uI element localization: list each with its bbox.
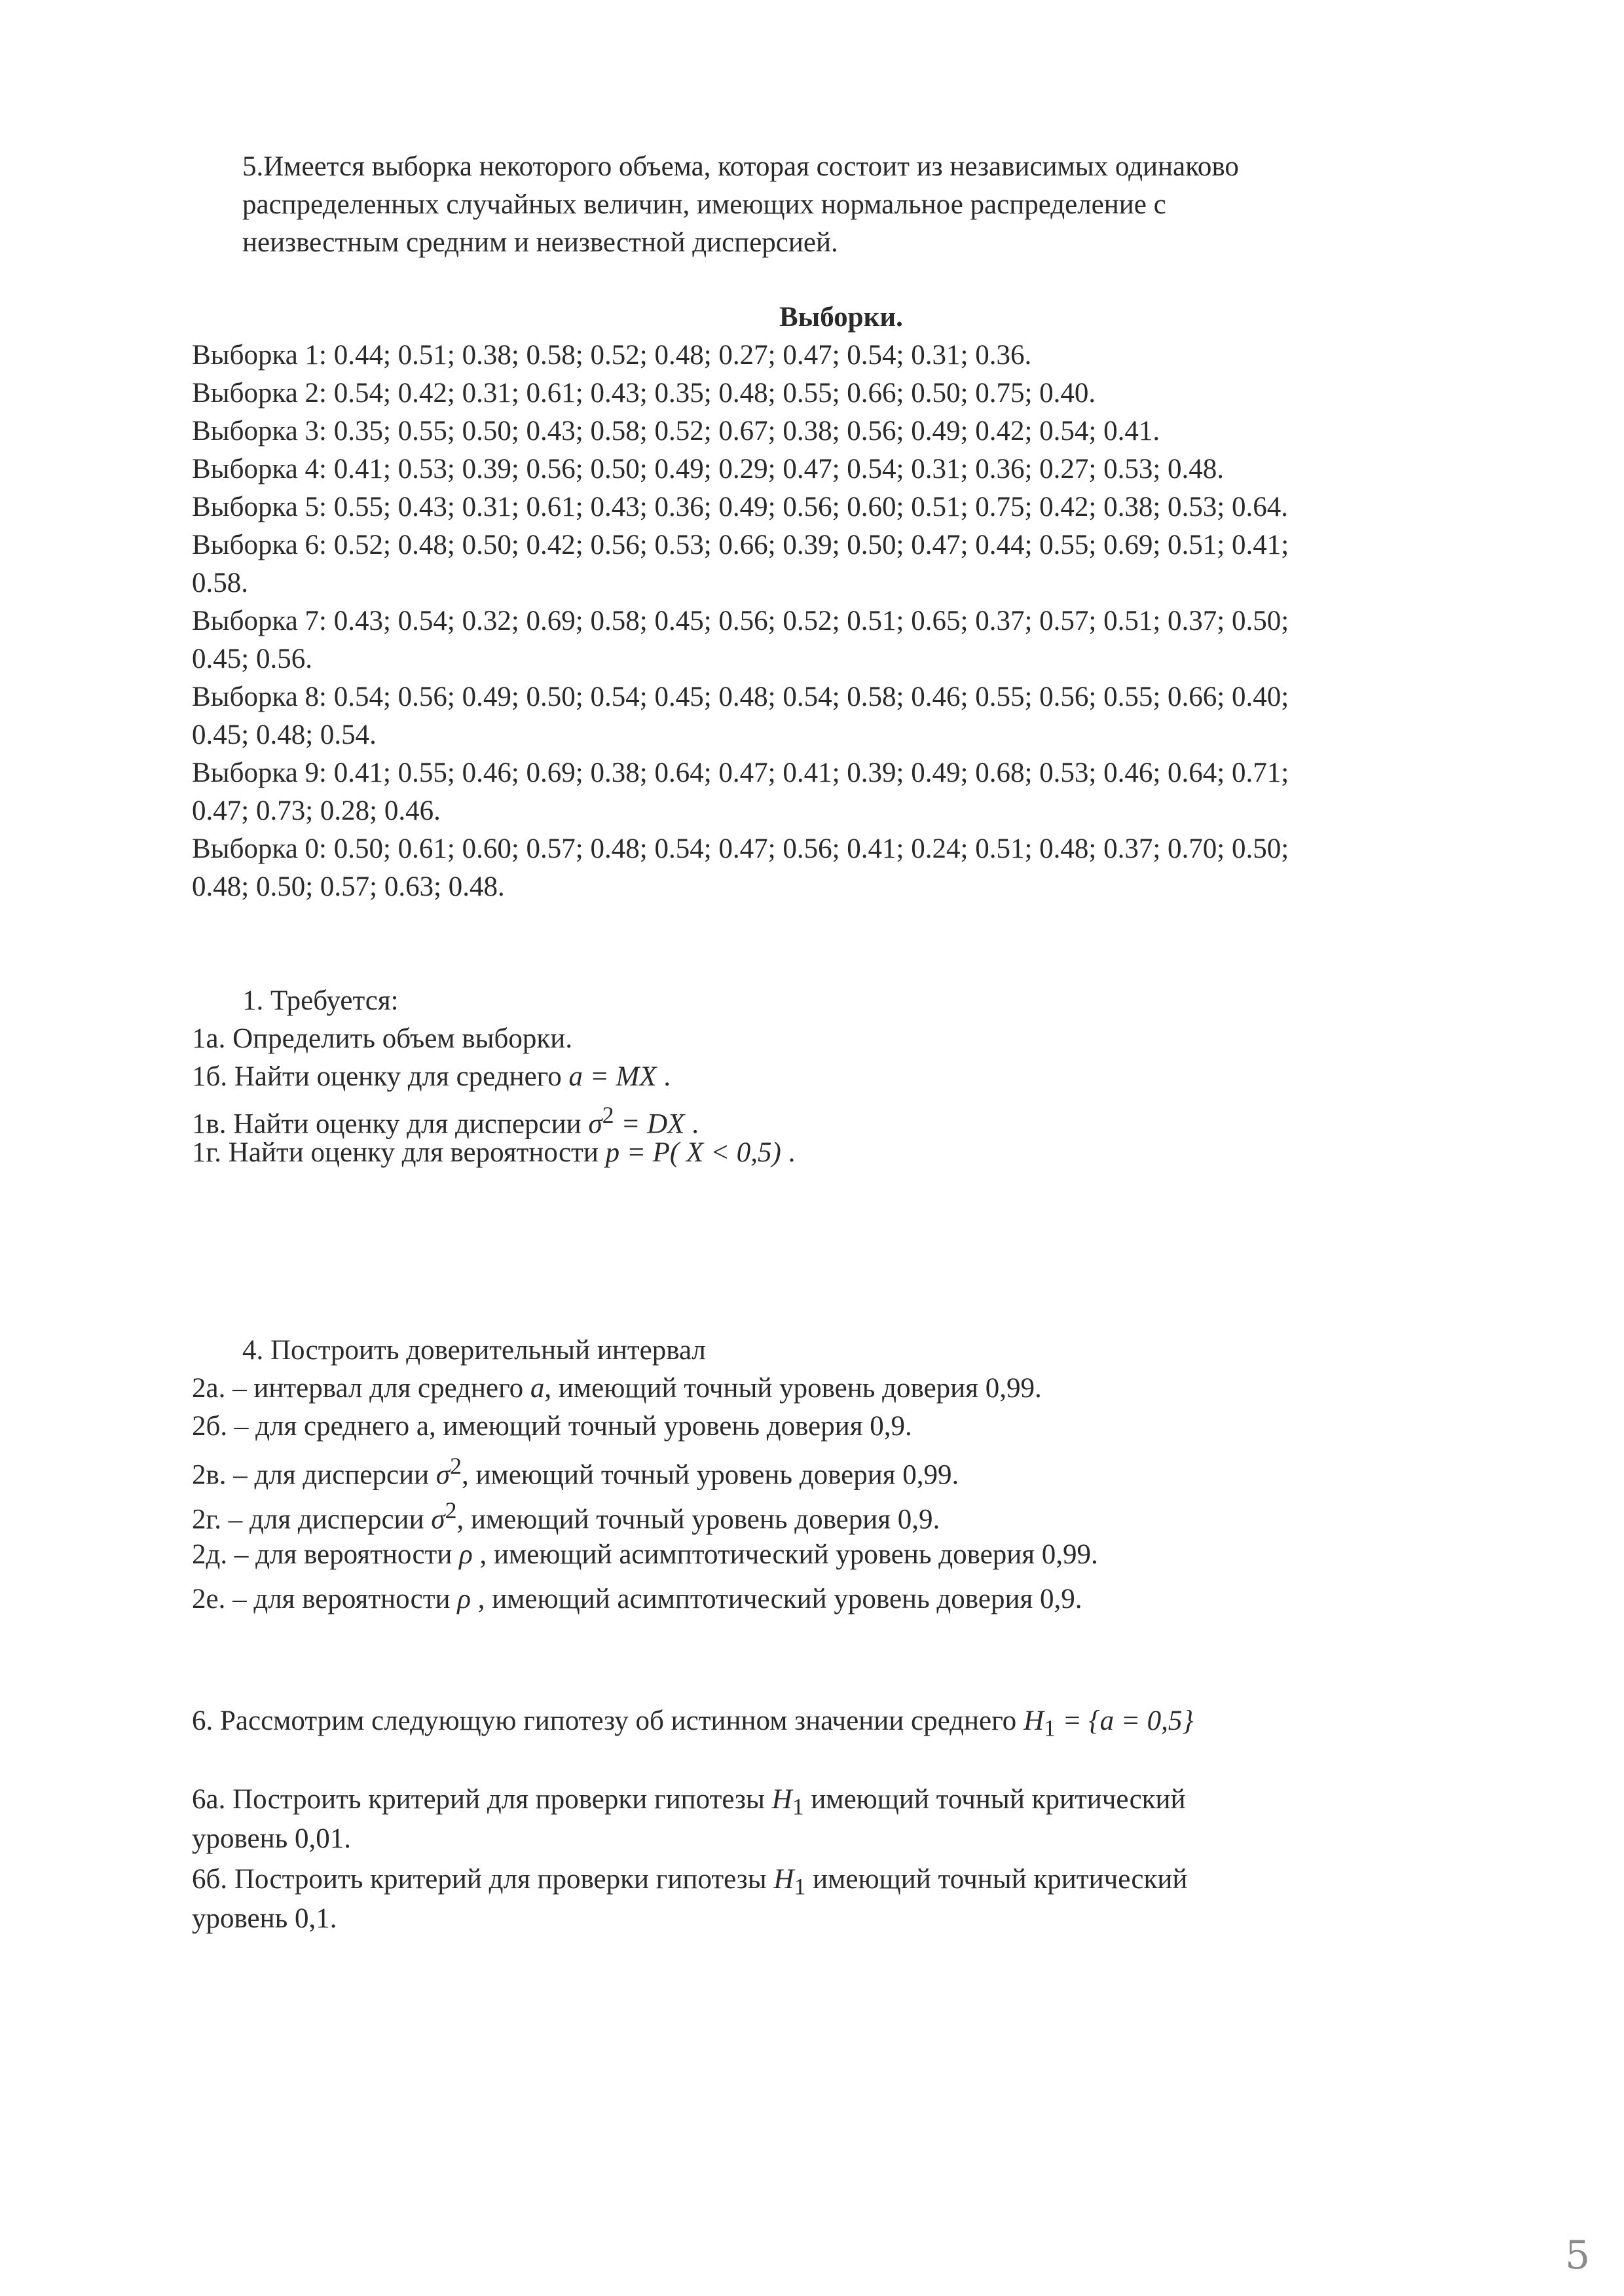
- item-text: 2д. – для вероятности: [192, 1539, 460, 1570]
- sample-line: Выборка 1: 0.44; 0.51; 0.38; 0.58; 0.52; 0.48; 0.27; 0.47; 0.54; 0.31; 0.36.: [192, 340, 1032, 371]
- rho-symbol: ρ: [459, 1539, 473, 1570]
- sample-line: Выборка 7: 0.43; 0.54; 0.32; 0.69; 0.58; 0.45; 0.56; 0.52; 0.51; 0.65; 0.37; 0.57; 0.51; 0.37; 0.50;: [192, 606, 1289, 636]
- item-text: , имеющий точный уровень доверия 0,99.: [462, 1459, 959, 1491]
- intro-line: распределенных случайных величин, имеющих нормальное распределение с: [242, 189, 1166, 220]
- sample-line: Выборка 4: 0.41; 0.53; 0.39; 0.56; 0.50; 0.49; 0.29; 0.47; 0.54; 0.31; 0.36; 0.27; 0.53; 0.48.: [192, 454, 1225, 484]
- formula-hypothesis: = {a = 0,5}: [1055, 1705, 1194, 1736]
- formula-variance: = DX: [614, 1108, 685, 1140]
- punctuation: .: [684, 1108, 699, 1140]
- rho-symbol: ρ: [457, 1584, 471, 1614]
- item-text: , имеющий точный уровень доверия 0,99.: [544, 1373, 1042, 1404]
- task4-item-c: [192, 1447, 959, 1494]
- sample-line: Выборка 0: 0.50; 0.61; 0.60; 0.57; 0.48; 0.54; 0.47; 0.56; 0.41; 0.24; 0.51; 0.48; 0.37; 0.70; 0.50;: [192, 833, 1289, 864]
- task1-item-d: [192, 1134, 795, 1172]
- task4-item-e: [192, 1536, 1098, 1574]
- hypothesis-symbol: H: [771, 1784, 792, 1815]
- task1-item-b: [192, 1058, 671, 1096]
- task6-item-b: [192, 1861, 1187, 1906]
- task1-item-a: 1а. Определить объем выборки.: [192, 1023, 573, 1054]
- punctuation: .: [656, 1061, 671, 1092]
- superscript: 2: [602, 1102, 614, 1128]
- intro-line: 5.Имеется выборка некоторого объема, которая состоит из независимых одинаково: [242, 151, 1239, 182]
- item-text: имеющий точный критический: [805, 1864, 1188, 1895]
- sample-line: 0.45; 0.56.: [192, 644, 312, 674]
- sample-line: Выборка 8: 0.54; 0.56; 0.49; 0.50; 0.54; 0.45; 0.48; 0.54; 0.58; 0.46; 0.55; 0.56; 0.55; 0.66; 0.40;: [192, 682, 1289, 712]
- hypothesis-symbol: H: [773, 1864, 794, 1895]
- item-text: имеющий точный критический: [803, 1784, 1186, 1815]
- sample-line: 0.47; 0.73; 0.28; 0.46.: [192, 795, 441, 826]
- item-text: 6а. Построить критерий для проверки гипотезы: [192, 1784, 772, 1815]
- formula-probability: p = P( X < 0,5): [605, 1137, 781, 1168]
- hypothesis-symbol: H: [1023, 1705, 1044, 1736]
- variable-a: a: [530, 1373, 545, 1404]
- sigma-symbol: σ: [588, 1108, 602, 1140]
- task4-item-f: [192, 1580, 1082, 1618]
- sample-line: Выборка 3: 0.35; 0.55; 0.50; 0.43; 0.58; 0.52; 0.67; 0.38; 0.56; 0.49; 0.42; 0.54; 0.41.: [192, 416, 1160, 446]
- sample-line: Выборка 5: 0.55; 0.43; 0.31; 0.61; 0.43; 0.36; 0.49; 0.56; 0.60; 0.51; 0.75; 0.42; 0.38; 0.53; 0.64.: [192, 492, 1288, 522]
- item-text: 2а. – интервал для среднего: [192, 1373, 530, 1404]
- task4-item-d: [192, 1491, 940, 1539]
- sigma-symbol: σ: [431, 1504, 445, 1535]
- task4-heading: 4. Построить доверительный интервал: [242, 1335, 706, 1366]
- task6-item-a-cont: уровень 0,01.: [192, 1823, 352, 1854]
- item-text: 6. Рассмотрим следующую гипотезу об истинном значении среднего: [192, 1705, 1024, 1736]
- sample-line: 0.45; 0.48; 0.54.: [192, 720, 377, 750]
- task6-heading: [192, 1702, 1194, 1747]
- sigma-symbol: σ: [435, 1459, 451, 1491]
- item-text: 2в. – для дисперсии: [192, 1459, 436, 1491]
- formula-mean: a = MX: [568, 1061, 657, 1092]
- task1-heading: 1. Требуется:: [242, 985, 399, 1016]
- subscript: 1: [794, 1873, 806, 1900]
- item-text: 6б. Построить критерий для проверки гипотезы: [192, 1864, 774, 1895]
- item-text: , имеющий точный уровень доверия 0,9.: [456, 1504, 940, 1535]
- page-number: 5: [1565, 2232, 1591, 2278]
- intro-line: неизвестным средним и неизвестной дисперсией.: [242, 227, 838, 258]
- sample-line: Выборка 9: 0.41; 0.55; 0.46; 0.69; 0.38; 0.64; 0.47; 0.41; 0.39; 0.49; 0.68; 0.53; 0.46; 0.64; 0.71;: [192, 757, 1289, 788]
- item-text: , имеющий асимптотический уровень доверия 0,9.: [470, 1584, 1082, 1614]
- item-text: 2е. – для вероятности: [192, 1584, 458, 1614]
- samples-heading: Выборки.: [779, 302, 903, 333]
- subscript: 1: [1044, 1715, 1056, 1741]
- task6-item-a: [192, 1781, 1186, 1826]
- task6-item-b-cont: уровень 0,1.: [192, 1903, 337, 1934]
- task4-item-b: 2б. – для среднего а, имеющий точный уровень доверия 0,9.: [192, 1411, 912, 1442]
- sample-line: 0.48; 0.50; 0.57; 0.63; 0.48.: [192, 871, 505, 902]
- sample-line: 0.58.: [192, 568, 248, 598]
- item-text: , имеющий асимптотический уровень доверия 0,99.: [472, 1539, 1098, 1570]
- task1-item-c-text: 1в. Найти оценку для дисперсии: [192, 1108, 589, 1140]
- task1-item-b-text: 1б. Найти оценку для среднего: [192, 1061, 569, 1092]
- task4-item-a: [192, 1370, 1042, 1408]
- superscript: 2: [450, 1453, 462, 1479]
- sample-line: Выборка 2: 0.54; 0.42; 0.31; 0.61; 0.43; 0.35; 0.48; 0.55; 0.66; 0.50; 0.75; 0.40.: [192, 378, 1096, 409]
- punctuation: .: [781, 1137, 796, 1168]
- item-text: 2г. – для дисперсии: [192, 1504, 432, 1535]
- superscript: 2: [445, 1497, 457, 1523]
- task1-item-d-text: 1г. Найти оценку для вероятности: [192, 1137, 606, 1168]
- sample-line: Выборка 6: 0.52; 0.48; 0.50; 0.42; 0.56; 0.53; 0.66; 0.39; 0.50; 0.47; 0.44; 0.55; 0.69; 0.51; 0.41;: [192, 530, 1289, 560]
- subscript: 1: [792, 1793, 804, 1820]
